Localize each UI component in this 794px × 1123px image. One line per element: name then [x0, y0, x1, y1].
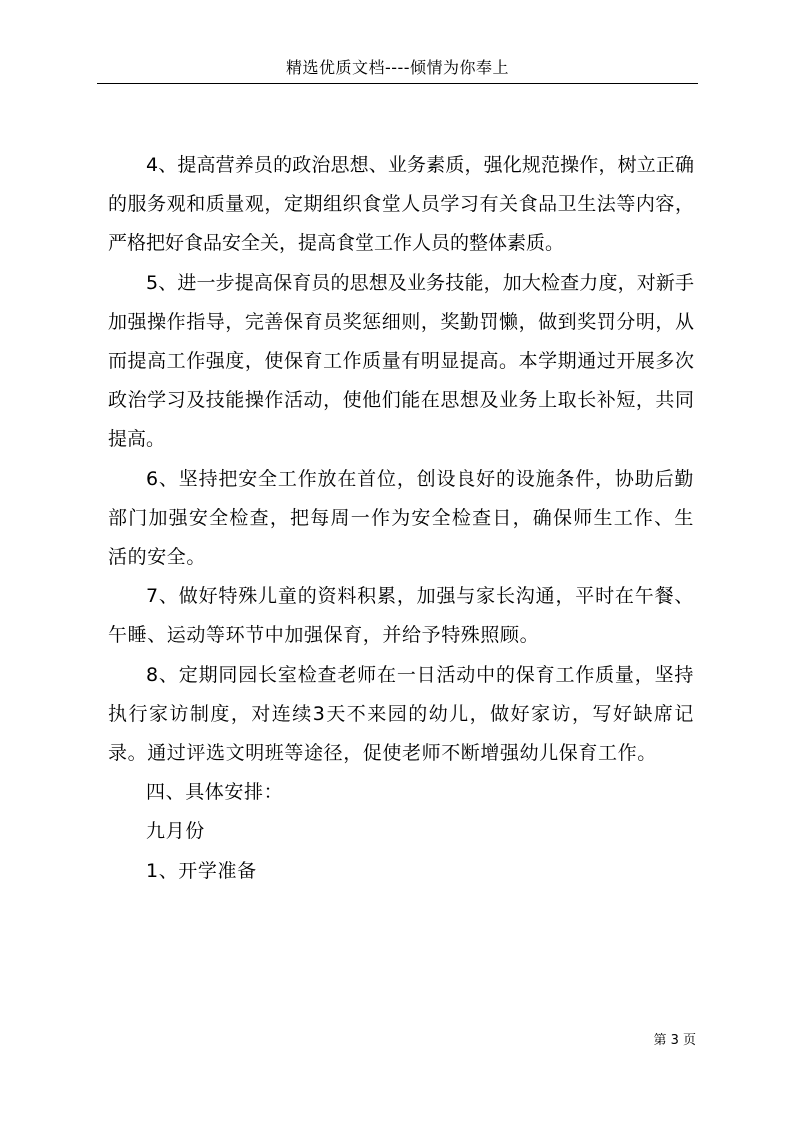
- paragraph-item-6: 6、坚持把安全工作放在首位，创设良好的设施条件，协助后勤部门加强安全检查，把每周一作为安全检查日，确保师生工作、生活的安全。: [108, 467, 694, 569]
- page-number: 第 3 页: [653, 1033, 696, 1048]
- month-heading-september: 九月份: [146, 820, 205, 843]
- paragraph-item-5: 5、进一步提高保育员的思想及业务技能，加大检查力度，对新手加强操作指导，完善保育员奖惩细则，奖勤罚懒，做到奖罚分明，从而提高工作强度，使保育工作质量有明显提高。本学期通过开展多次政治学习及技能操作活动，使他们能在思想及业务上取长补短，共同提高。: [108, 271, 694, 451]
- paragraph-item-7: 7、做好特殊儿童的资料积累，加强与家长沟通，平时在午餐、午睡、运动等环节中加强保育，并给予特殊照顾。: [108, 585, 694, 647]
- page-header-title: 精选优质文档----倾情为你奉上: [285, 58, 510, 77]
- document-body: [108, 146, 694, 891]
- list-item-school-start-prep: 1、开学准备: [146, 859, 257, 882]
- paragraph-item-8: 8、定期同园长室检查老师在一日活动中的保育工作质量，坚持执行家访制度，对连续3天不来园的幼儿，做好家访，写好缺席记录。通过评选文明班等途径，促使老师不断增强幼儿保育工作。: [108, 663, 694, 765]
- paragraph-item-4: 4、提高营养员的政治思想、业务素质，强化规范操作，树立正确的服务观和质量观，定期组织食堂人员学习有关食品卫生法等内容，严格把好食品安全关，提高食堂工作人员的整体素质。: [108, 154, 694, 255]
- header-divider: [97, 83, 698, 84]
- section-heading-schedule: 四、具体安排：: [146, 781, 284, 804]
